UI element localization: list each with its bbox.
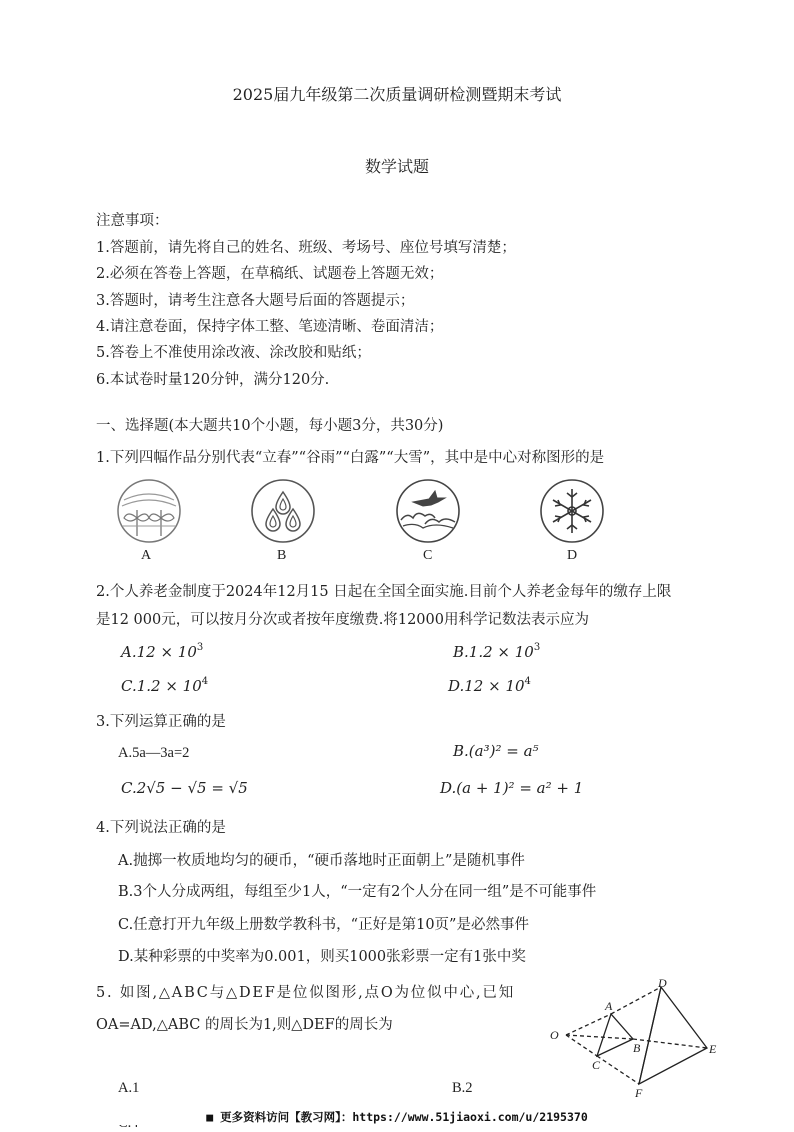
figure-b-rain-icon: [250, 478, 316, 544]
q3-option-d: D.(a + 1)² = a² + 1: [440, 779, 584, 797]
q5-option-a: A.1: [118, 1080, 140, 1096]
q2-option-a: $A.12 \times 10^3$: [121, 642, 204, 661]
subject-title: 数学试题: [364, 157, 429, 176]
q5-homothety-figure: [545, 974, 725, 1098]
exam-title: 2025届九年级第二次质量调研检测暨期末考试: [232, 85, 562, 104]
point-label-d: D: [658, 976, 667, 990]
q5-stem-line2: OA=AD,△ABC 的周长为1,则△DEF的周长为: [96, 1017, 393, 1033]
q2-stem-line1: 2.个人养老金制度于2024年12月15 日起在全国全面实施.目前个人养老金每年的缴存上限: [96, 584, 672, 600]
q1-label-a: A: [141, 548, 152, 563]
figure-d-snowflake-icon: [539, 478, 605, 544]
q1-stem: 1.下列四幅作品分别代表“立春”“谷雨”“白露”“大雪”，其中是中心对称图形的是: [96, 450, 605, 466]
q4-option-c: C.任意打开九年级上册数学教科书，“正好是第10页”是必然事件: [118, 917, 529, 933]
q1-label-c: C: [423, 548, 433, 563]
figure-a-spring-icon: [116, 478, 182, 544]
q2-option-c: $C.1.2 \times 10^4$: [121, 676, 209, 695]
q3-option-a: A.5a—3a=2: [118, 745, 190, 761]
figure-c-dew-icon: [395, 478, 461, 544]
footer-link[interactable]: ■ 更多资料访问【教习网】：https://www.51jiaoxi.com/u/2195370: [0, 1109, 794, 1125]
q4-option-b: B.3个人分成两组，每组至少1人，“一定有2个人分在同一组”是不可能事件: [118, 884, 597, 900]
point-label-c: C: [592, 1058, 601, 1072]
notice-heading: 注意事项：: [96, 213, 169, 229]
q3-option-c: C.2√5 − √5 = √5: [121, 779, 248, 797]
q2-option-b: $B.1.2 \times 10^3$: [453, 642, 541, 661]
point-label-a: A: [605, 999, 613, 1013]
q4-option-d: D.某种彩票的中奖率为0.001，则买1000张彩票一定有1张中奖: [118, 949, 526, 965]
q3-option-b: B.(a³)² = a⁵: [453, 742, 539, 760]
q1-label-b: B: [277, 548, 287, 563]
notice-item-4: 4.请注意卷面，保持字体工整、笔迹清晰、卷面清洁；: [96, 319, 444, 335]
notice-item-3: 3.答题时，请考生注意各大题号后面的答题提示；: [96, 293, 415, 309]
notice-item-2: 2.必须在答卷上答题，在草稿纸、试题卷上答题无效；: [96, 266, 444, 282]
point-label-f: F: [635, 1086, 643, 1098]
q2-stem-line2: 是12 000元，可以按月分次或者按年度缴费.将12000用科学记数法表示应为: [96, 612, 589, 628]
point-label-e: E: [709, 1042, 717, 1056]
notice-item-1: 1.答题前，请先将自己的姓名、班级、考场号、座位号填写清楚；: [96, 240, 516, 256]
notice-item-5: 5.答卷上不准使用涂改液、涂改胶和贴纸；: [96, 345, 371, 361]
q2-option-d: $D.12 \times 10^4$: [448, 676, 531, 695]
q5-stem-line1: 5. 如图,△ABC与△DEF是位似图形,点O为位似中心,已知: [96, 985, 516, 1001]
point-label-b: B: [633, 1041, 641, 1055]
q4-option-a: A.抛掷一枚质地均匀的硬币，“硬币落地时正面朝上”是随机事件: [118, 853, 525, 869]
notice-item-6: 6.本试卷时量120分钟，满分120分.: [96, 372, 330, 388]
point-label-o: O: [550, 1028, 559, 1042]
q5-option-b: B.2: [452, 1080, 473, 1096]
q1-label-d: D: [567, 548, 578, 563]
q4-stem: 4.下列说法正确的是: [96, 820, 226, 836]
section-heading: 一、选择题(本大题共10个小题，每小题3分，共30分): [96, 418, 444, 434]
q3-stem: 3.下列运算正确的是: [96, 714, 226, 730]
